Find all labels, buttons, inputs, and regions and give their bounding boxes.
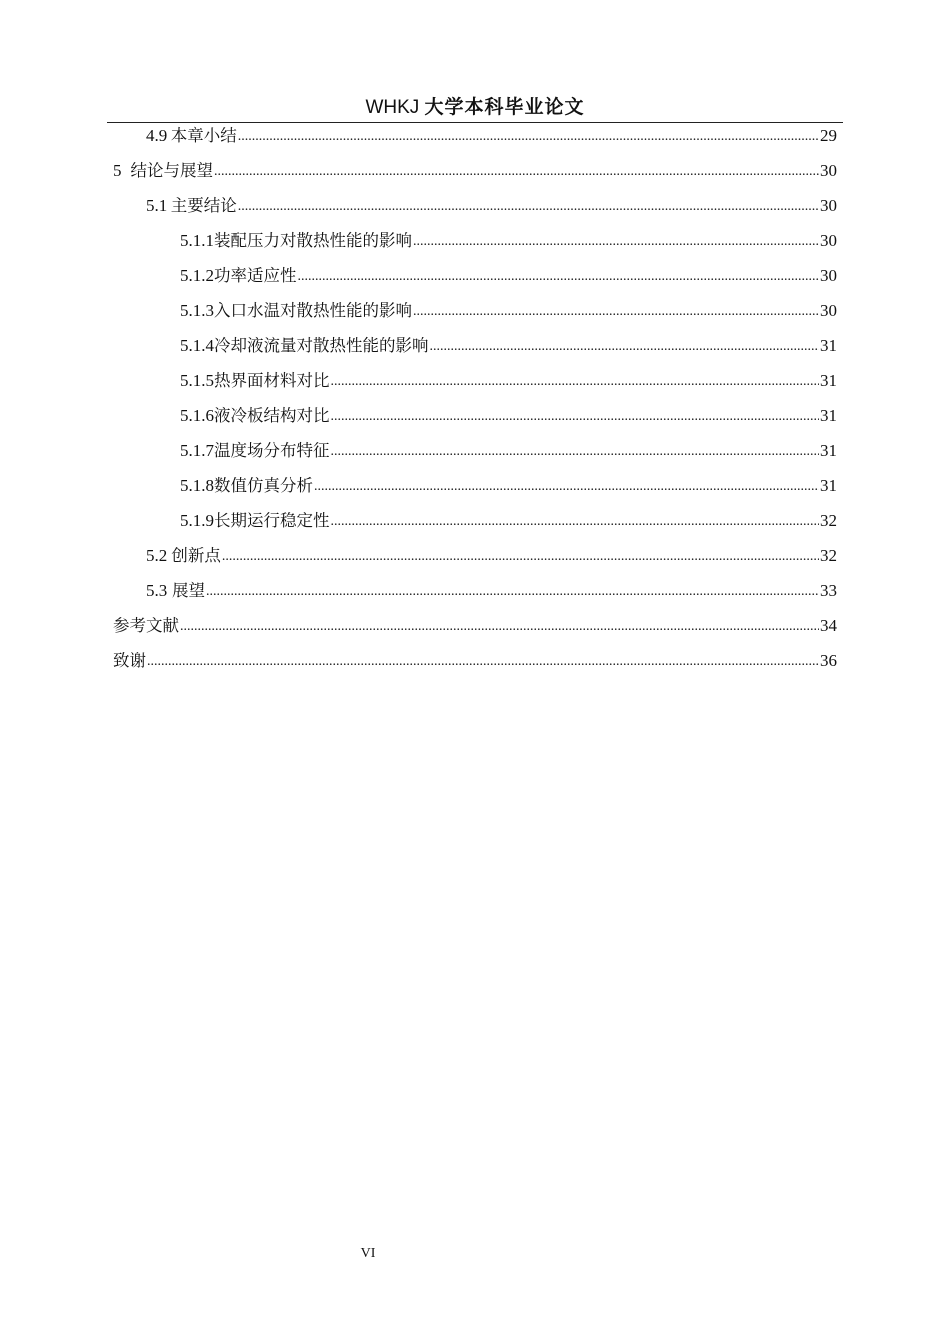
toc-entry-number: 5.1.1 xyxy=(180,231,214,250)
toc-leader-dots xyxy=(413,298,819,324)
toc-entry-page: 32 xyxy=(820,511,837,530)
toc-entry-page: 31 xyxy=(820,476,837,495)
toc-entry-number: 5.1.7 xyxy=(180,441,214,460)
toc-entry-page: 31 xyxy=(820,441,837,460)
toc-entry-page: 29 xyxy=(820,126,837,145)
toc-entry-number: 5.1.5 xyxy=(180,371,214,390)
toc-entry-number: 5.1.2 xyxy=(180,266,214,285)
toc-leader-dots xyxy=(331,368,820,394)
header-title: 大学本科毕业论文 xyxy=(424,97,585,118)
toc-leader-dots xyxy=(314,473,819,499)
toc-entry[interactable] xyxy=(180,264,837,288)
toc-entry-title: 温度场分布特征 xyxy=(214,441,330,460)
toc-entry-title: 结论与展望 xyxy=(130,161,214,180)
toc-leader-dots xyxy=(214,158,819,184)
toc-entry-title: 液冷板结构对比 xyxy=(214,406,330,425)
toc-entry-page: 31 xyxy=(820,336,837,355)
toc-entry[interactable] xyxy=(146,124,837,148)
toc-entry-title: 参考文献 xyxy=(113,616,179,635)
toc-entry[interactable] xyxy=(180,229,837,253)
toc-entry[interactable] xyxy=(113,649,837,673)
toc-entry[interactable] xyxy=(180,404,837,428)
toc-entry-number: 5.1.9 xyxy=(180,511,214,530)
toc-entry-title: 冷却液流量对散热性能的影响 xyxy=(214,336,429,355)
page-number: VI xyxy=(360,1246,376,1261)
toc-leader-dots xyxy=(238,193,819,219)
header-university-code: WHKJ xyxy=(365,97,420,118)
toc-entry-page: 34 xyxy=(820,616,837,635)
toc-leader-dots xyxy=(413,228,819,254)
toc-leader-dots xyxy=(147,648,819,674)
toc-leader-dots xyxy=(180,613,819,639)
toc-entry[interactable] xyxy=(180,509,837,533)
toc-entry[interactable] xyxy=(146,579,837,603)
toc-leader-dots xyxy=(331,403,820,429)
toc-entry-number: 5 xyxy=(113,161,122,180)
toc-entry-number: 5.1.8 xyxy=(180,476,214,495)
toc-leader-dots xyxy=(430,333,820,359)
toc-entry-title: 入口水温对散热性能的影响 xyxy=(214,301,412,320)
toc-entry-page: 33 xyxy=(820,581,837,600)
toc-leader-dots xyxy=(206,578,819,604)
toc-entry-page: 36 xyxy=(820,651,837,670)
toc-entry[interactable] xyxy=(180,439,837,463)
toc-entry[interactable] xyxy=(113,159,837,183)
toc-leader-dots xyxy=(331,508,820,534)
toc-leader-dots xyxy=(298,263,820,289)
toc-leader-dots xyxy=(222,543,819,569)
toc-entry[interactable] xyxy=(180,334,837,358)
toc-entry[interactable] xyxy=(180,299,837,323)
toc-entry-number: 5.3 xyxy=(146,581,168,600)
toc-entry-page: 30 xyxy=(820,266,837,285)
toc-entry[interactable] xyxy=(180,474,837,498)
toc-entry-number: 4.9 xyxy=(146,126,168,145)
toc-entry-number: 5.1.3 xyxy=(180,301,214,320)
toc-entry-title: 装配压力对散热性能的影响 xyxy=(214,231,412,250)
toc-entry-page: 30 xyxy=(820,231,837,250)
toc-entry-page: 31 xyxy=(820,406,837,425)
toc-entry[interactable] xyxy=(180,369,837,393)
toc-entry-title: 展望 xyxy=(172,581,206,600)
toc-leader-dots xyxy=(331,438,820,464)
toc-entry-page: 30 xyxy=(820,301,837,320)
toc-entry-number: 5.1.6 xyxy=(180,406,214,425)
toc-entry-number: 5.1 xyxy=(146,196,168,215)
toc-entry-title: 主要结论 xyxy=(170,196,237,215)
toc-entry-title: 热界面材料对比 xyxy=(214,371,330,390)
toc-entry[interactable] xyxy=(113,614,837,638)
toc-entry-number: 5.2 xyxy=(146,546,168,565)
toc-entry-page: 30 xyxy=(820,196,837,215)
toc-entry[interactable] xyxy=(146,194,837,218)
toc-entry-number: 5.1.4 xyxy=(180,336,214,355)
toc-entry-title: 创新点 xyxy=(171,546,221,565)
toc-entry-title: 致谢 xyxy=(113,651,146,670)
toc-entry-page: 30 xyxy=(820,161,837,180)
running-header xyxy=(107,96,843,120)
toc-entry-title: 长期运行稳定性 xyxy=(214,511,330,530)
toc-entry[interactable] xyxy=(146,544,837,568)
toc-entry-title: 数值仿真分析 xyxy=(214,476,313,495)
toc-entry-page: 31 xyxy=(820,371,837,390)
toc-entry-title: 功率适应性 xyxy=(214,266,297,285)
toc-leader-dots xyxy=(238,123,819,149)
toc-entry-page: 32 xyxy=(820,546,837,565)
toc-entry-title: 本章小结 xyxy=(170,126,237,145)
